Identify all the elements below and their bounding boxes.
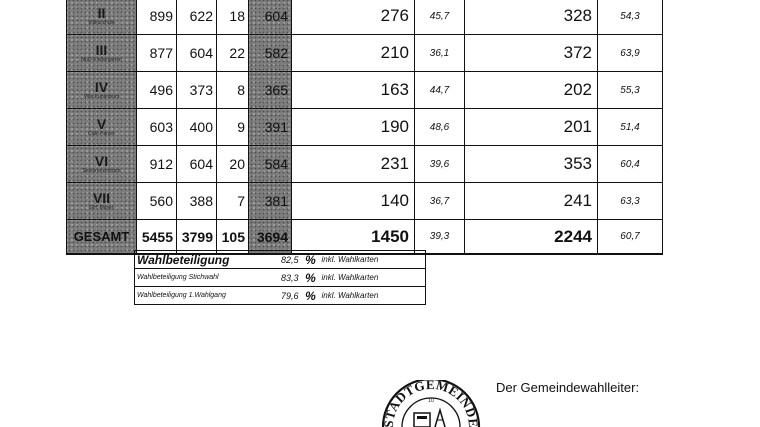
precinct-cell: [67, 72, 137, 109]
election-official-label: Der Gemeindewahlleiter:: [496, 380, 640, 395]
precinct-cell: [67, 0, 137, 35]
candidate-a-votes-cell: 231: [292, 146, 415, 183]
candidate-b-percent-cell: 54,3: [598, 0, 663, 35]
precinct-location: Seniorenzentrum: [82, 168, 121, 174]
invalid-votes-cell: 9: [217, 109, 249, 146]
total-candidate-b-votes: 2244: [465, 220, 598, 255]
turnout-value: 79,6: [263, 287, 303, 305]
eligible-voters-cell: 899: [137, 0, 177, 35]
candidate-b-votes-cell: 328: [465, 0, 598, 35]
total-label: GESAMT: [67, 220, 137, 255]
precinct-number: IV: [94, 79, 109, 95]
candidate-a-percent-cell: 44,7: [415, 72, 465, 109]
total-valid-votes: 3694: [249, 220, 292, 255]
table-row: [67, 109, 663, 146]
turnout-row-runoff: [135, 269, 426, 287]
candidate-b-votes-cell: 202: [465, 72, 598, 109]
eligible-voters-cell: 560: [137, 183, 177, 220]
candidate-b-percent-cell: 55,3: [598, 72, 663, 109]
candidate-a-percent-cell: 36,7: [415, 183, 465, 220]
precinct-cell: [67, 183, 137, 220]
turnout-row-first-round: [135, 287, 426, 305]
turnout-table: [134, 250, 426, 305]
total-candidate-a-votes: 1450: [292, 220, 415, 255]
candidate-a-votes-cell: 190: [292, 109, 415, 146]
candidate-a-votes-cell: 140: [292, 183, 415, 220]
turnout-note: inkl. Wahlkarten: [319, 251, 426, 269]
precinct-location: Volksschule: [88, 20, 115, 26]
candidate-a-votes-cell: 163: [292, 72, 415, 109]
candidate-b-votes-cell: 241: [465, 183, 598, 220]
votes-cast-cell: 400: [177, 109, 217, 146]
votes-cast-cell: 604: [177, 146, 217, 183]
valid-votes-cell: 582: [249, 35, 292, 72]
turnout-note: inkl. Wahlkarten: [319, 287, 426, 305]
valid-votes-cell: 604: [249, 0, 292, 35]
table-row: [67, 35, 663, 72]
eligible-voters-cell: 877: [137, 35, 177, 72]
invalid-votes-cell: 18: [217, 0, 249, 35]
precinct-number: III: [95, 42, 108, 58]
candidate-b-percent-cell: 63,9: [598, 35, 663, 72]
precinct-number: V: [96, 116, 107, 132]
candidate-a-percent-cell: 36,1: [415, 35, 465, 72]
candidate-a-percent-cell: 39,6: [415, 146, 465, 183]
invalid-votes-cell: 20: [217, 146, 249, 183]
turnout-row-overall: [135, 251, 426, 269]
precinct-cell: [67, 35, 137, 72]
precinct-cell: [67, 109, 137, 146]
percent-sign: %: [303, 287, 319, 305]
valid-votes-cell: 381: [249, 183, 292, 220]
municipal-seal: [376, 380, 486, 427]
candidate-b-percent-cell: 63,3: [598, 183, 663, 220]
seal-text: STADTGEMEINDE: [380, 380, 482, 427]
total-candidate-b-percent: 60,7: [598, 220, 663, 255]
votes-cast-cell: 373: [177, 72, 217, 109]
turnout-value: 82,5: [263, 251, 303, 269]
candidate-b-votes-cell: 353: [465, 146, 598, 183]
percent-sign: %: [303, 269, 319, 287]
turnout-label: Wahlbeteiligung Stichwahl: [135, 269, 263, 287]
valid-votes-cell: 391: [249, 109, 292, 146]
coat-of-arms-icon: [414, 410, 445, 427]
total-invalid-votes: 105: [217, 220, 249, 255]
invalid-votes-cell: 8: [217, 72, 249, 109]
precinct-number: VII: [92, 190, 111, 206]
seal-number: 10: [428, 398, 434, 404]
eligible-voters-cell: 912: [137, 146, 177, 183]
precinct-cell: [67, 146, 137, 183]
votes-cast-cell: 388: [177, 183, 217, 220]
table-row: [67, 72, 663, 109]
results-body: [67, 0, 663, 254]
total-row: [67, 220, 663, 255]
candidate-a-percent-cell: 48,6: [415, 109, 465, 146]
candidate-a-votes-cell: 276: [292, 0, 415, 35]
eligible-voters-cell: 603: [137, 109, 177, 146]
invalid-votes-cell: 7: [217, 183, 249, 220]
candidate-b-percent-cell: 60,4: [598, 146, 663, 183]
candidate-b-percent-cell: 51,4: [598, 109, 663, 146]
turnout-value: 83,3: [263, 269, 303, 287]
invalid-votes-cell: 22: [217, 35, 249, 72]
turnout-label: Wahlbeteiligung 1.Wahlgang: [135, 287, 263, 305]
candidate-b-votes-cell: 372: [465, 35, 598, 72]
candidate-a-votes-cell: 210: [292, 35, 415, 72]
election-results-table: [66, 0, 663, 255]
precinct-number: VI: [94, 153, 109, 169]
valid-votes-cell: 584: [249, 146, 292, 183]
total-eligible-voters: 5455: [137, 220, 177, 255]
total-candidate-a-percent: 39,3: [415, 220, 465, 255]
turnout-label: Wahlbeteiligung: [135, 251, 263, 269]
precinct-location: MuD-Kindergarten: [81, 57, 122, 63]
precinct-number: II: [97, 5, 106, 21]
table-row: [67, 183, 663, 220]
turnout-note: inkl. Wahlkarten: [319, 269, 426, 287]
candidate-a-percent-cell: 45,7: [415, 0, 465, 35]
votes-cast-cell: 622: [177, 0, 217, 35]
eligible-voters-cell: 496: [137, 72, 177, 109]
table-row: [67, 0, 663, 35]
candidate-b-votes-cell: 201: [465, 109, 598, 146]
precinct-location: GH. Mayer: [89, 205, 114, 211]
votes-cast-cell: 604: [177, 35, 217, 72]
percent-sign: %: [303, 251, 319, 269]
precinct-location: Villa Kunterbunt: [83, 94, 120, 100]
table-row: [67, 146, 663, 183]
valid-votes-cell: 365: [249, 72, 292, 109]
total-votes-cast: 3799: [177, 220, 217, 255]
precinct-location: Cafe Parzer: [88, 131, 115, 137]
